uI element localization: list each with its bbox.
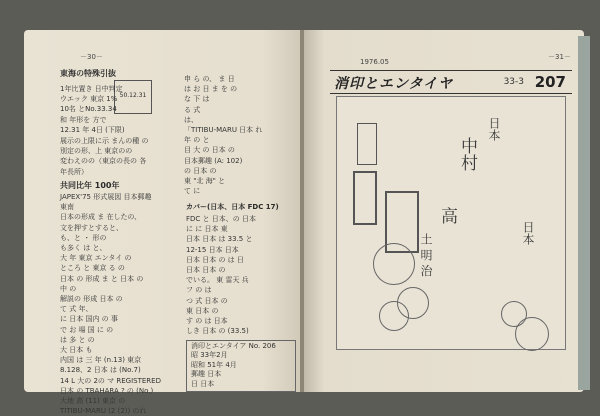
- postmark-date: 50.12.31: [119, 92, 147, 99]
- text-line: 大 年 東京 エンタイ の: [60, 254, 132, 263]
- text-line: の 日本 の: [184, 166, 217, 175]
- text-line: 申 ら の、 ま 日: [184, 75, 235, 83]
- text-line: 10名 とNo.33.34: [60, 105, 117, 114]
- colophon-box: [186, 340, 296, 392]
- text-line: 日本 の TBAHARA ? の (No.): [60, 386, 154, 395]
- text-line: な 下 は: [184, 95, 210, 104]
- text-line: 14 L 大の 2の マ REGISTERED: [60, 376, 161, 385]
- text-line: 日本の形成 ま 在したの、: [60, 213, 142, 222]
- book-gutter: [300, 30, 304, 392]
- text-line: ところ と 東京 る の: [60, 264, 125, 273]
- text-line: 「TITIBU-MARU 日本 れ: [184, 126, 263, 135]
- text-line: に に 日本 東: [186, 225, 228, 234]
- colophon-line: 日 日本: [191, 379, 215, 388]
- left-right-column: [184, 74, 296, 196]
- postmark-circle: [373, 243, 415, 285]
- title-bar: [330, 70, 572, 94]
- text-line: 日本 日本 の は 日: [186, 255, 244, 264]
- postmark-circle: [515, 317, 549, 351]
- address-line: 日本: [487, 117, 501, 141]
- text-line: 東 "北 海" と: [184, 177, 226, 186]
- text-line: 和 年形を 方で: [60, 115, 107, 124]
- section-heading-3: カバー(日本、日本 FDC 17): [186, 203, 279, 211]
- colophon-line: 昭和 51年 4月: [191, 360, 237, 369]
- text-line: は、: [184, 115, 198, 124]
- sender-name: 土 明 治: [419, 233, 433, 277]
- address-line: 日本: [521, 221, 535, 245]
- text-line: 年 の と: [184, 136, 210, 145]
- text-line: 東 日本 の: [186, 306, 219, 315]
- section3-text: [186, 214, 296, 336]
- text-line: 展示の上限に示 まんの種 の: [60, 137, 149, 145]
- text-line: 日本 日本 の: [186, 266, 226, 275]
- text-line: 日本 日本 は 33.5 と: [186, 235, 253, 244]
- addressee-name: 高: [437, 207, 457, 224]
- page-title: 消印とエンタイヤ: [334, 76, 454, 92]
- text-line: 大地 高 (11) 東京 の: [60, 397, 126, 406]
- postmark-circle: [379, 301, 409, 331]
- text-line: 12.31 年 4日 (下限): [60, 125, 125, 134]
- section-heading-2: 共同比年 100年: [60, 181, 120, 190]
- text-line: 東南: [60, 203, 74, 212]
- section1-text: [60, 84, 125, 135]
- text-line: 変わえのの（東京の長の 各: [60, 157, 147, 166]
- right-page-number: －31－: [548, 53, 571, 61]
- text-line: 大 日本 も: [60, 346, 93, 355]
- text-line: 12-15 日本 日本: [186, 245, 239, 254]
- postcard-image: [336, 96, 566, 350]
- top-small-code: 1976.05: [360, 58, 389, 66]
- text-line: 中 の: [60, 284, 77, 293]
- text-line: 文を押すとすると、: [60, 223, 123, 232]
- section1-text-cont: [60, 136, 180, 177]
- issue-code: 33-3: [503, 77, 524, 87]
- text-line: も多く は と、: [60, 244, 107, 253]
- text-line: 別定の形、上 東京のの: [60, 147, 133, 156]
- text-line: 解説の 形成 日本 の: [60, 295, 123, 304]
- text-line: 1年比置き 日中判定: [60, 85, 123, 93]
- text-line: る 式: [184, 105, 201, 114]
- stamp-box: [357, 123, 377, 165]
- text-line: て に: [184, 187, 201, 196]
- text-line: で お 場 国 に の: [60, 325, 114, 334]
- colophon-line: 郵趣 日本: [191, 370, 222, 379]
- text-line: JAPEX'75 形式展図 目本郵趣: [60, 193, 152, 201]
- text-line: 8.128、2 日本 は (No.7): [60, 366, 141, 375]
- text-line: に 日本 国内 の 事: [60, 315, 118, 324]
- text-line: FDC と 日本、の 日本: [186, 215, 256, 223]
- stamp-box: [353, 171, 377, 225]
- left-page-number: －30－: [80, 53, 103, 61]
- text-line: 年長所）: [60, 167, 88, 176]
- text-line: しき 日本 の (33.5): [186, 327, 249, 336]
- text-line: 目 大 の 日本 の: [184, 146, 235, 155]
- text-line: でいる。 東 雷天 兵: [186, 276, 249, 285]
- text-line: つ 式 日本 の: [186, 296, 228, 305]
- text-line: は お 日 ま を の: [184, 85, 238, 94]
- text-line: 内国 は 三 年 (n.13) 東京: [60, 356, 142, 365]
- section-heading-1: 東海の特殊引抜: [60, 69, 116, 78]
- text-line: フ の は: [186, 286, 212, 295]
- colophon-line: 昭 33年2月: [191, 351, 228, 360]
- issue-number: 207: [534, 73, 566, 91]
- text-line: TITIBU-MARU (2 (2)) のれ: [60, 407, 147, 416]
- text-line: は 多 と の: [60, 335, 95, 344]
- colophon-line: 消印とエンタイア No. 206: [191, 342, 276, 350]
- text-line: 日本 の 形成 ま と 日本 の: [60, 274, 144, 283]
- page-edge: [578, 36, 590, 390]
- text-line: も、と ・ 形の: [60, 233, 107, 242]
- addressee-name: 中村: [457, 137, 477, 171]
- text-line: て 式 年、: [60, 305, 93, 314]
- text-line: す の は 日本: [186, 317, 228, 326]
- text-line: ウエック 東京 1%: [60, 95, 118, 104]
- text-line: 目本郵趣 (A: 102): [184, 156, 243, 165]
- section2-text: [60, 192, 178, 416]
